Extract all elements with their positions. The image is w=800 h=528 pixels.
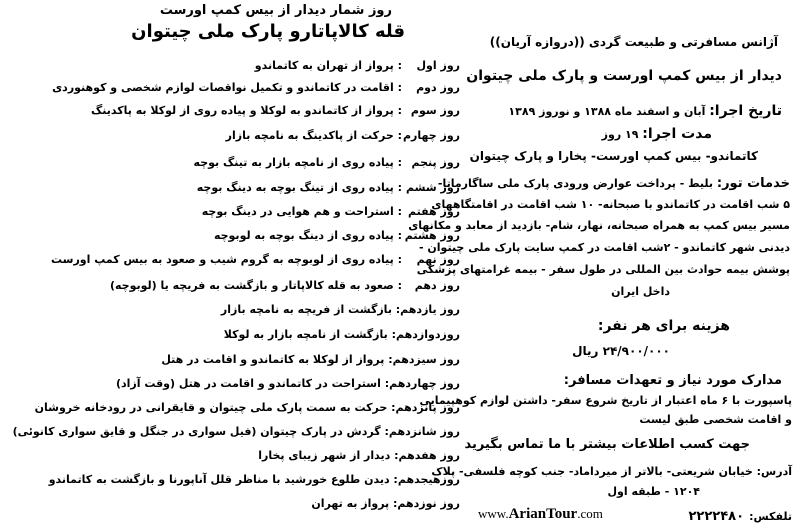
services-line-6: داخل ایران [611,285,670,298]
day-label: روز هفتم [408,205,460,218]
itinerary-title: قله کالاپاتارو پارک ملی چیتوان [131,21,405,42]
day-description: : پیاده روی از نامچه بازار به تینگ بوچه [193,156,402,169]
duration-label: مدت اجرا: [642,126,712,142]
itinerary-day-row [311,494,460,510]
day-label: روزهیجدهم [397,473,460,486]
price [598,317,730,333]
services-line-3: مسیر بیس کمپ به همراه صبحانه، نهار، شام- بازدید از معابد و مکانهای [408,219,790,232]
day-label: روز شانزدهم [388,425,460,438]
itinerary-day-row [35,398,460,414]
documents-line-2: و اقامت شخصی طبق لیست [639,413,792,426]
itinerary-day-row [202,202,460,218]
day-description: : بازگشت از فریچه به نامچه بازار [220,303,401,316]
day-description: : دیدار از شهر زیبای پخارا [258,449,399,462]
itinerary-day-row [110,276,460,292]
itinerary-day-row [221,300,460,316]
phone-label: تلفکس: [749,510,792,523]
website-link[interactable]: www.ArianTour.com [478,506,603,522]
itinerary-day-row [49,470,460,486]
itinerary-day-row [194,153,460,169]
day-label: روز سیزدهم [392,353,460,366]
tour-title: دیدار از بیس کمپ اورست و پارک ملی چیتوان [466,68,782,84]
itinerary-day-row [161,350,460,366]
day-label: روز ششم [406,181,460,194]
day-description: : حرکت از پاکدینگ به نامچه بازار [225,129,402,142]
services-line-4: دیدنی شهر کاتماندو - ۲شب اقامت در کمپ سایت پارک ملی چیتوان - [419,241,790,254]
day-label: روز یازدهم [400,303,460,316]
day-label: روز چهاردهم [389,377,460,390]
services-line-2: ۵ شب اقامت در کاتماندو با صبحانه- ۱۰ شب اقامت در اقامتگاههای [431,198,790,211]
contact-heading: جهت کسب اطلاعات بیشتر با ما تماس بگیرید [464,437,750,452]
day-description: : صعود به قله کالاپاتار و بازگشت به فریچه یا (لوبوچه) [109,279,402,292]
address-line-2: ۱۲۰۴ - طبقه اول [607,485,700,498]
itinerary-day-row [255,56,460,72]
day-label: روز دهم [414,279,460,292]
itinerary-day-row [13,422,460,438]
tour-route: کاتماندو- بیس کمپ اورست- پخارا و پارک چیتوان [469,149,758,163]
price-value: ۲۴/۹۰۰/۰۰۰ ریال [572,344,670,358]
services-label: خدمات تور: [716,176,790,191]
itinerary-day-row [52,78,460,94]
day-label: روز هشتم [404,229,460,242]
day-label: روز هفدهم [398,449,460,462]
day-description: : پیاده روی از دینگ بوچه به لوبوچه [213,229,402,242]
website-brand: ArianTour [508,506,578,522]
day-label: روز پانزدهم [395,401,460,414]
itinerary-heading: روز شمار دیدار از بیس کمپ اورست [159,3,392,18]
itinerary-day-row [197,178,460,194]
day-label: روز نوزدهم [397,497,460,510]
phone-value: ۲۲۲۲۴۸۰ [688,509,745,524]
itinerary-day-row [51,250,460,266]
itinerary-day-row [91,101,460,117]
services-line-1: خدمات تور: بلیط - پرداخت عوارض ورودی پارک ملی ساگارماتا- [437,176,790,191]
documents-title: مدارک مورد نیاز و تعهدات مسافر: [563,373,782,388]
day-description: : گردش در پارک چیتوان (فیل سواری در جنگل و قایق سواری کانوئی) [12,425,389,438]
tour-date [508,102,782,118]
day-label: روز پنجم [411,156,460,169]
day-label: روز چهارم [402,129,460,142]
day-description: : پرواز به تهران [311,497,398,510]
tour-duration [602,125,712,141]
itinerary-day-row [258,446,460,462]
services-line-5: پوشش بیمه حوادث بین المللی در طول سفر - بیمه غرامتهای پزشکی [416,263,790,276]
day-description: : پرواز از کاتماندو به لوکلا و پیاده روی از لوکلا به پاکدینگ [91,104,402,117]
day-description: : پیاده روی از تینگ بوچه به دینگ بوچه [196,181,402,194]
day-description: : پیاده روی از لوبوچه به گروم شیب و صعود به بیس کمپ اورست [51,253,402,266]
day-description: : اقامت در کاتماندو و تکمیل نواقصات لوازم شخصی و کوهنوردی [52,81,402,94]
day-description: : دیدن طلوع خورشید با مناظر قلل آناپورنا و بازگشت به کاتماندو [48,473,398,486]
day-label: روز اول [416,59,460,72]
day-label: روزدوازدهم [396,328,460,341]
itinerary-day-row [224,325,460,341]
agency-name: آژانس مسافرتی و طبیعت گردی ((دروازه آریان)) [489,35,778,49]
duration-value: ۱۹ روز [601,128,643,141]
day-description: : بازگشت از نامچه بازار به لوکلا [223,328,396,341]
day-description: : حرکت به سمت پارک ملی چیتوان و قایقرانی در رودخانه خروشان [34,401,396,414]
itinerary-day-row [116,374,460,390]
itinerary-day-row [226,126,460,142]
day-description: : پرواز از لوکلا به کاتماندو و اقامت در هتل [161,353,393,366]
day-description: : پرواز از تهران به کاتماندو [254,59,402,72]
date-value: آبان و اسفند ماه ۱۳۸۸ و نوروز ۱۳۸۹ [508,105,710,118]
day-label: روز سوم [410,104,460,117]
price-label: هزینه برای هر نفر: [597,318,730,334]
day-description: : استراحت و هم هوایی در دینگ بوچه [201,205,402,218]
day-label: روز دوم [416,81,460,94]
day-label: روز نهم [416,253,460,266]
day-description: : استراحت در کاتماندو و اقامت در هتل (وقت آزاد) [115,377,390,390]
date-label: تاریخ اجرا: [709,103,782,119]
documents-line-1: پاسپورت با ۶ ماه اعتبار از تاریخ شروع سفر- داشتن لوازم کوهپیمایی [419,394,792,407]
address-line-1: آدرس: خیابان شریعتی- بالاتر از میرداماد- جنب کوچه فلسفی- پلاک [431,465,792,478]
